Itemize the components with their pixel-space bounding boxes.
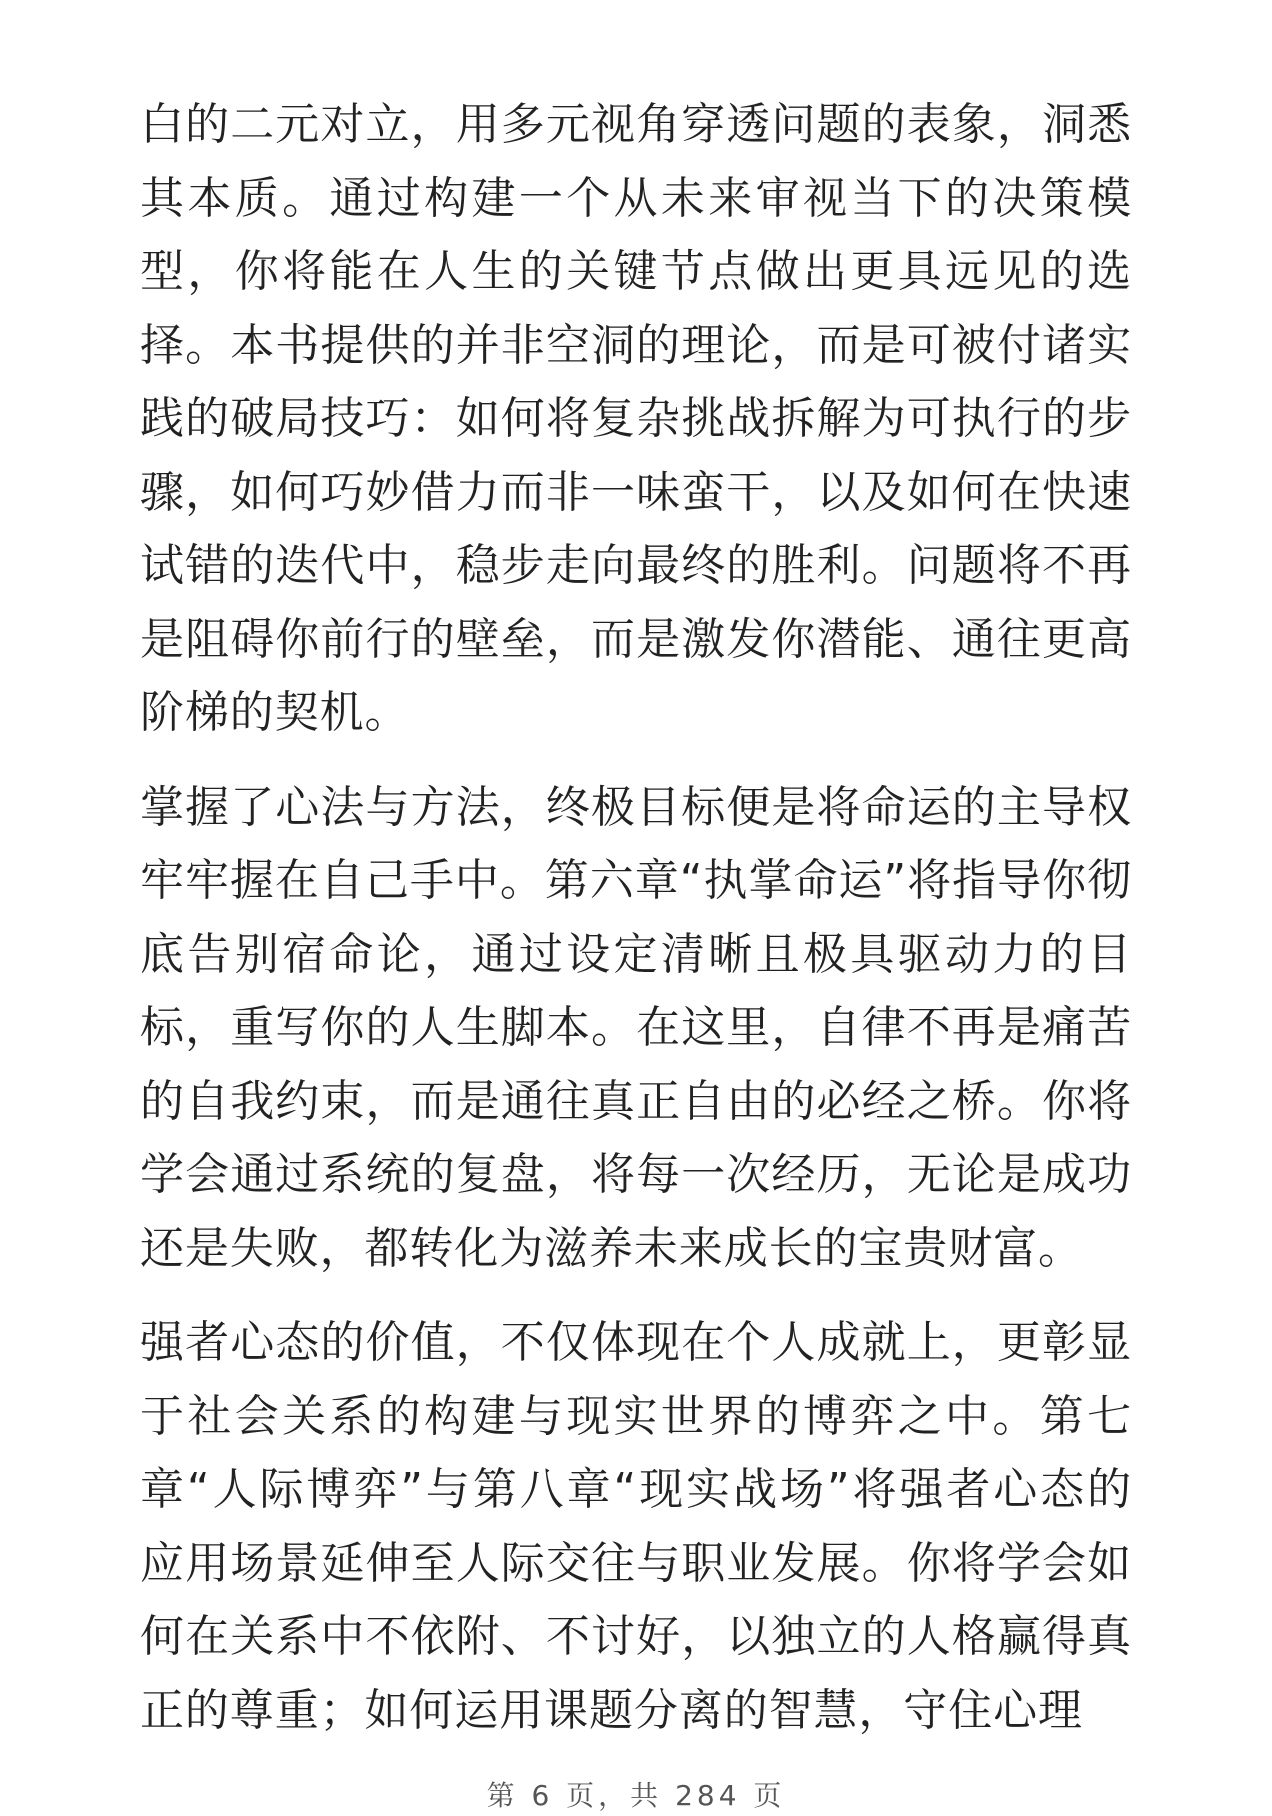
paragraph-1: 白的二元对立，用多元视角穿透问题的表象，洞悉其本质。通过构建一个从未来审视当下的决策模型，你将能在人生的关键节点做出更具远见的选择。本书提供的并非空洞的理论，而是可被付诸实践的破局技巧：如何将复杂挑战拆解为可执行的步骤，如何巧妙借力而非一味蛮干，以及如何在快速试错的迭代中，稳步走向最终的胜利。问题将不再是阻碍你前行的壁垒，而是激发你潜能、通往更高阶梯的契机。 — [140, 99, 1132, 738]
paragraph-3: 强者心态的价值，不仅体现在个人成就上，更彰显于社会关系的构建与现实世界的博弈之中。第七章“人际博弈”与第八章“现实战场”将强者心态的应用场景延伸至人际交往与职业发展。你将学会如何在关系中不依附、不讨好，以独立的人格赢得真正的尊重；如何运用课题分离的智慧，守住心理 — [140, 1317, 1132, 1736]
body-text — [140, 88, 1132, 1768]
paragraph-2: 掌握了心法与方法，终极目标便是将命运的主导权牢牢握在自己手中。第六章“执掌命运”将指导你彻底告别宿命论，通过设定清晰且极具驱动力的目标，重写你的人生脚本。在这里，自律不再是痛苦的自我约束，而是通往真正自由的必经之桥。你将学会通过系统的复盘，将每一次经历，无论是成功还是失败，都转化为滋养未来成长的宝贵财富。 — [140, 781, 1132, 1274]
page-indicator: 第 6 页，共 284 页 — [486, 1779, 786, 1812]
